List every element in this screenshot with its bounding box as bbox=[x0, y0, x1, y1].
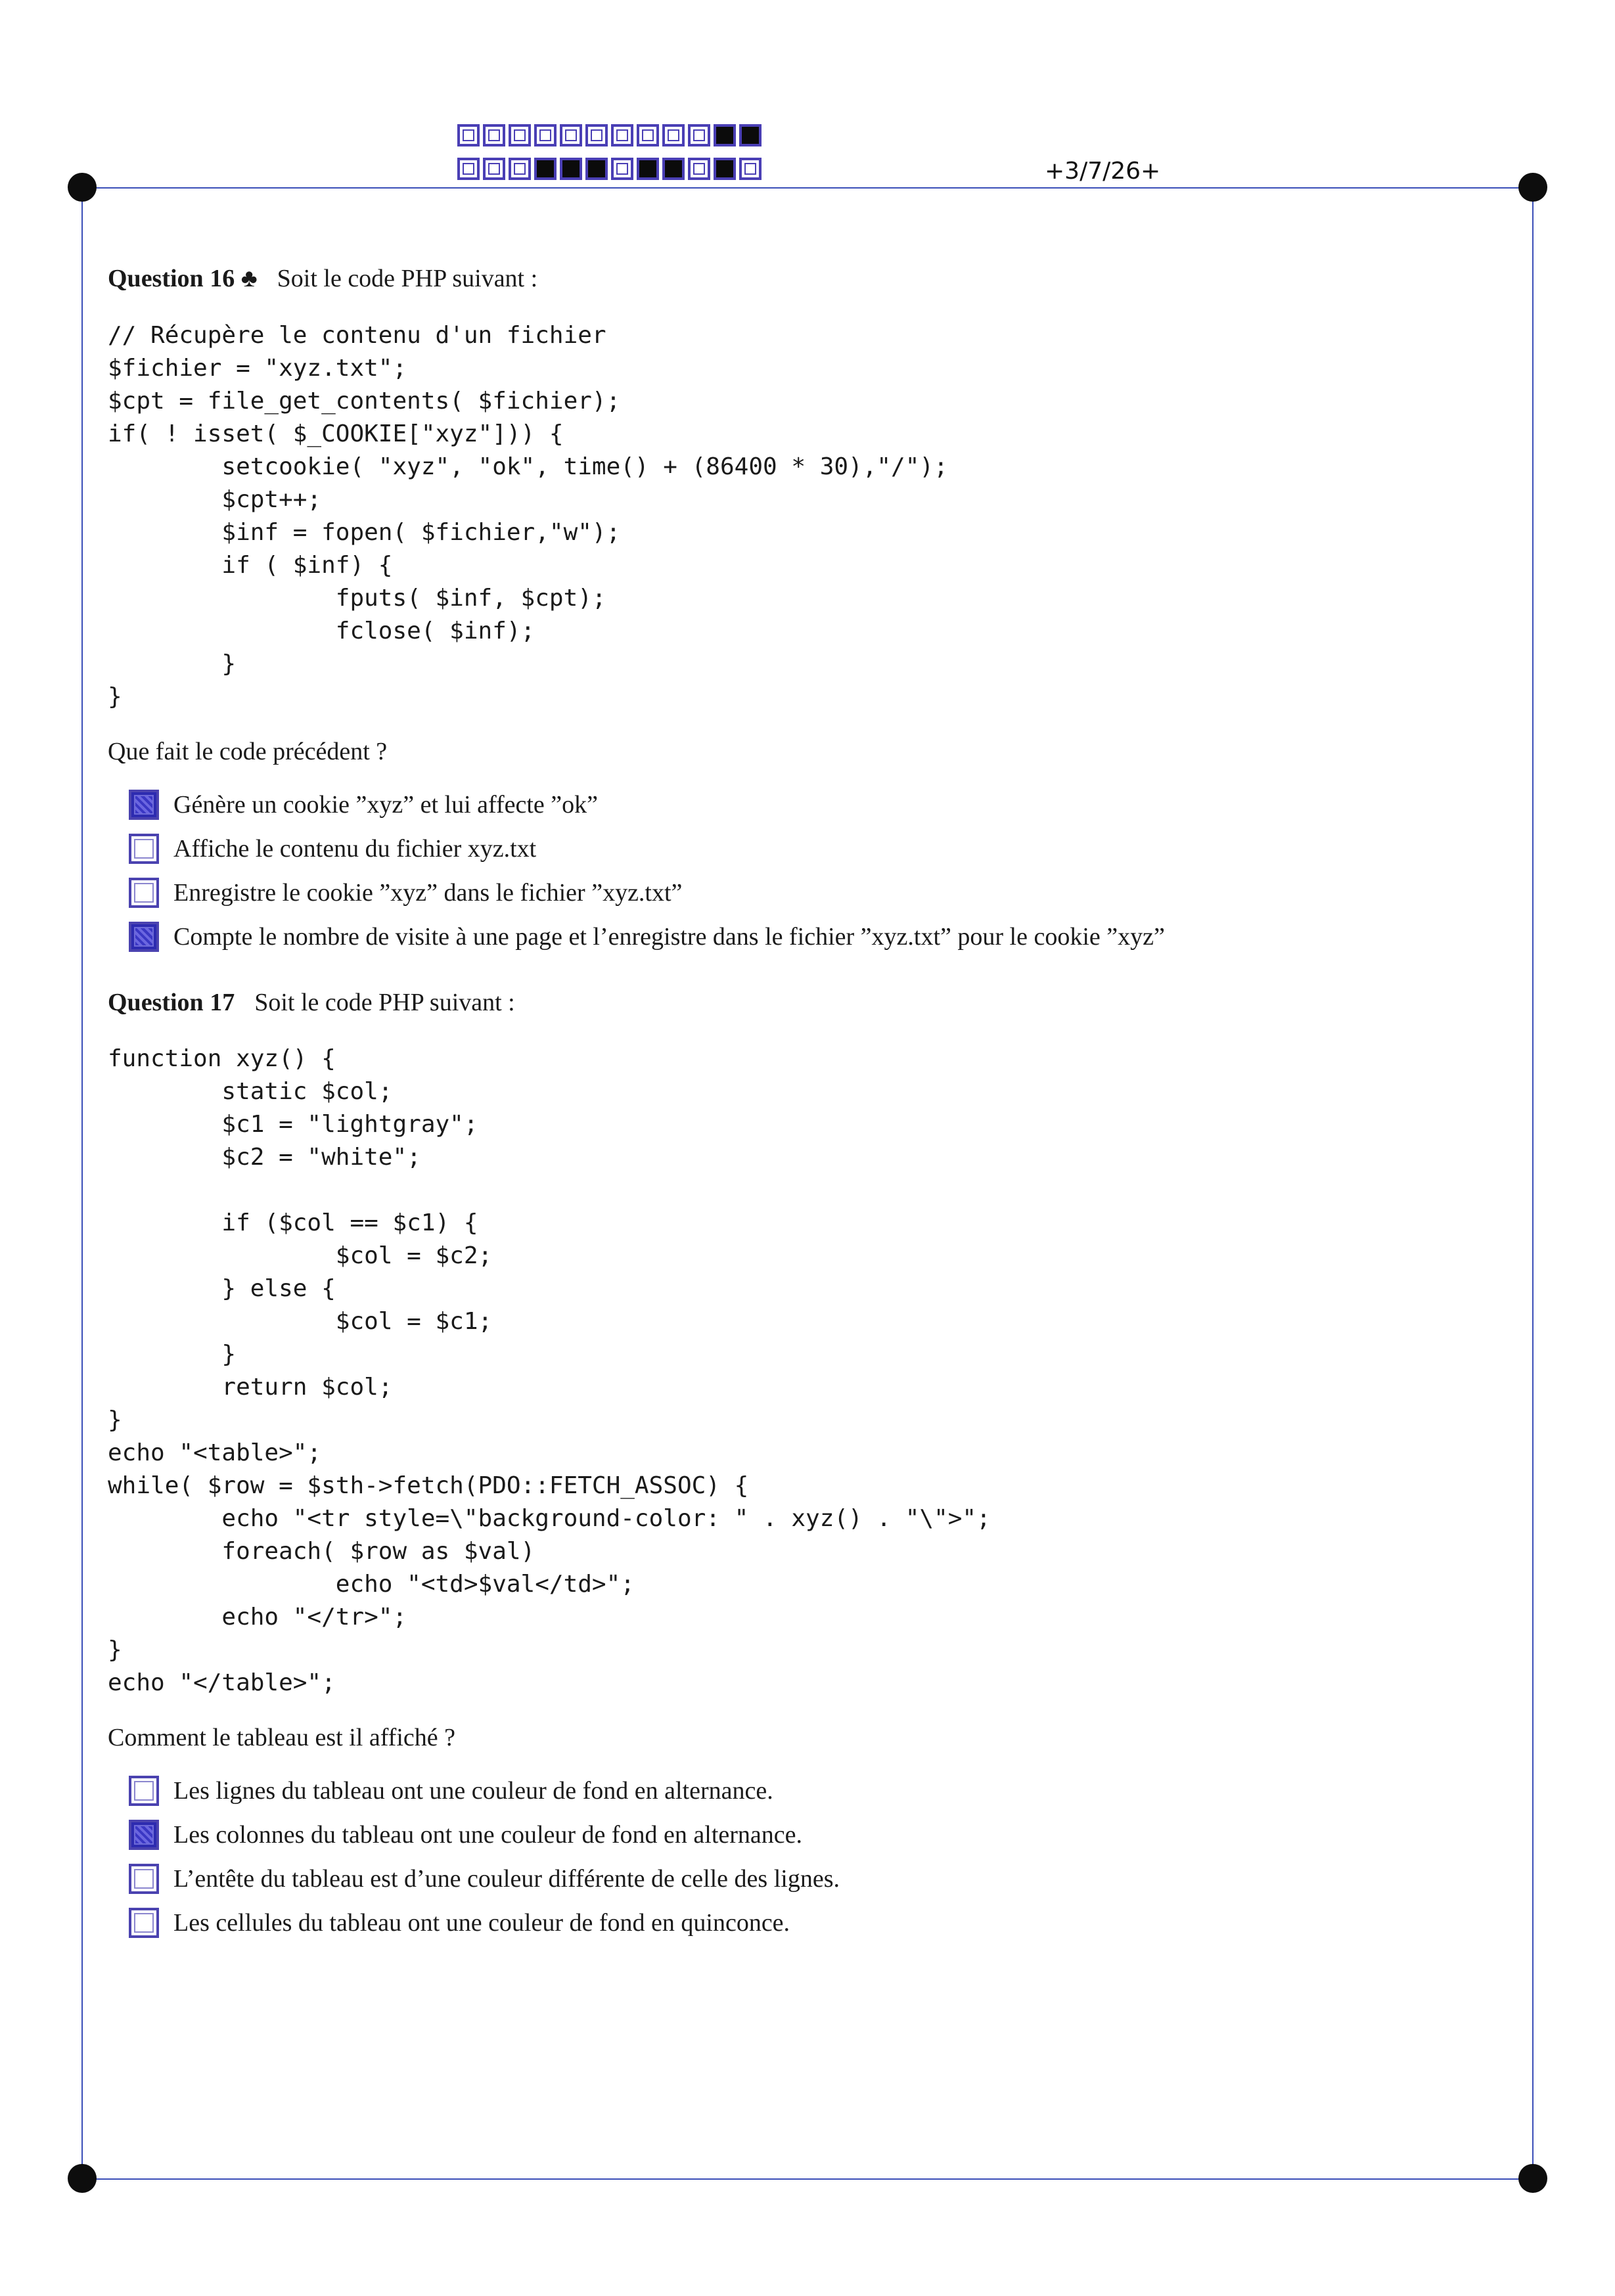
checkbox[interactable] bbox=[129, 878, 159, 908]
frame-top-line bbox=[85, 187, 1537, 189]
answer-option[interactable] bbox=[129, 1820, 802, 1850]
checkbox[interactable] bbox=[129, 1776, 159, 1806]
corner-mark-bottom-right bbox=[1518, 2164, 1547, 2193]
question-17-title: Question 17 bbox=[108, 989, 235, 1016]
answer-label: L’entête du tableau est d’une couleur différente de celle des lignes. bbox=[173, 1865, 840, 1893]
answer-label: Génère un cookie ”xyz” et lui affecte ”ok” bbox=[173, 791, 598, 819]
answer-label: Compte le nombre de visite à une page et l’enregistre dans le fichier ”xyz.txt” pour le cookie ”xyz” bbox=[173, 923, 1165, 951]
question-16-code: // Récupère le contenu d'un fichier $fichier = "xyz.txt"; $cpt = file_get_contents( $fichier); if( ! isset( $_COOKIE["xyz"])) { setcookie( "xyz", "ok", time() + (86400 * 30),"/"); $cpt++; $inf = fopen( $fichier,"w"); if ( $inf) { fputs( $inf, $cpt); fclose( $inf); } } bbox=[108, 322, 948, 710]
checkbox[interactable] bbox=[129, 834, 159, 864]
question-16-title: Question 16 ♣ bbox=[108, 265, 258, 292]
barcode-cell bbox=[662, 124, 685, 146]
barcode-cell bbox=[509, 124, 531, 146]
barcode-cell bbox=[739, 158, 762, 180]
barcode-cell bbox=[662, 158, 685, 180]
barcode-cell bbox=[739, 124, 762, 146]
question-17-intro: Soit le code PHP suivant : bbox=[254, 989, 515, 1016]
answer-option[interactable] bbox=[129, 834, 536, 864]
frame-left-line bbox=[81, 187, 83, 2179]
checkbox[interactable] bbox=[129, 790, 159, 820]
answer-label: Les cellules du tableau ont une couleur de fond en quinconce. bbox=[173, 1909, 790, 1937]
frame-bottom-line bbox=[85, 2178, 1537, 2180]
question-16-intro: Soit le code PHP suivant : bbox=[277, 265, 538, 292]
barcode-cell bbox=[457, 158, 480, 180]
barcode-cell bbox=[611, 158, 633, 180]
checkbox[interactable] bbox=[129, 922, 159, 952]
barcode-cell bbox=[714, 124, 736, 146]
barcode-cell bbox=[585, 158, 608, 180]
page-id: +3/7/26+ bbox=[1045, 158, 1161, 185]
answer-label: Enregistre le cookie ”xyz” dans le fichier ”xyz.txt” bbox=[173, 879, 683, 907]
barcode-cell bbox=[483, 158, 505, 180]
barcode-cell bbox=[457, 124, 480, 146]
barcode-row-2 bbox=[457, 158, 765, 180]
answer-label: Les lignes du tableau ont une couleur de fond en alternance. bbox=[173, 1777, 773, 1805]
corner-mark-top-right bbox=[1518, 173, 1547, 202]
question-17-code: function xyz() { static $col; $c1 = "lightgray"; $c2 = "white"; if ($col == $c1) { $col = $c2; } else { $col = $c1; } return $col; } echo "<table>"; while( $row = $sth->fetch(PDO::FETCH_ASSOC) { echo "<tr style=\"background-color: " . xyz() . "\">"; foreach( $row as $val) echo "<td>$val</td>"; echo "</tr>"; } echo "</table>"; bbox=[108, 1045, 991, 1696]
barcode-cell bbox=[483, 124, 505, 146]
answer-option[interactable] bbox=[129, 1864, 840, 1894]
barcode-cell bbox=[688, 124, 710, 146]
barcode-cell bbox=[534, 124, 557, 146]
barcode-cell bbox=[585, 124, 608, 146]
barcode-cell bbox=[611, 124, 633, 146]
barcode-cell bbox=[688, 158, 710, 180]
answer-option[interactable] bbox=[129, 790, 598, 820]
barcode-row-1 bbox=[457, 124, 765, 146]
answer-label: Affiche le contenu du fichier xyz.txt bbox=[173, 835, 537, 863]
answer-option[interactable] bbox=[129, 922, 1165, 952]
checkbox[interactable] bbox=[129, 1908, 159, 1938]
corner-mark-top-left bbox=[68, 173, 97, 202]
question-16-prompt: Que fait le code précédent ? bbox=[108, 738, 388, 765]
checkbox[interactable] bbox=[129, 1820, 159, 1850]
question-16-header bbox=[108, 264, 537, 293]
answer-option[interactable] bbox=[129, 1776, 773, 1806]
answer-option[interactable] bbox=[129, 1908, 790, 1938]
answer-label: Les colonnes du tableau ont une couleur de fond en alternance. bbox=[173, 1821, 803, 1849]
barcode-cell bbox=[637, 124, 659, 146]
corner-mark-bottom-left bbox=[68, 2164, 97, 2193]
checkbox[interactable] bbox=[129, 1864, 159, 1894]
answer-option[interactable] bbox=[129, 878, 682, 908]
barcode-cell bbox=[560, 124, 582, 146]
barcode-cell bbox=[509, 158, 531, 180]
barcode-cell bbox=[560, 158, 582, 180]
question-17-prompt: Comment le tableau est il affiché ? bbox=[108, 1724, 455, 1751]
frame-right-line bbox=[1532, 187, 1534, 2179]
barcode-cell bbox=[637, 158, 659, 180]
question-17-header bbox=[108, 988, 515, 1017]
barcode-cell bbox=[714, 158, 736, 180]
barcode-cell bbox=[534, 158, 557, 180]
